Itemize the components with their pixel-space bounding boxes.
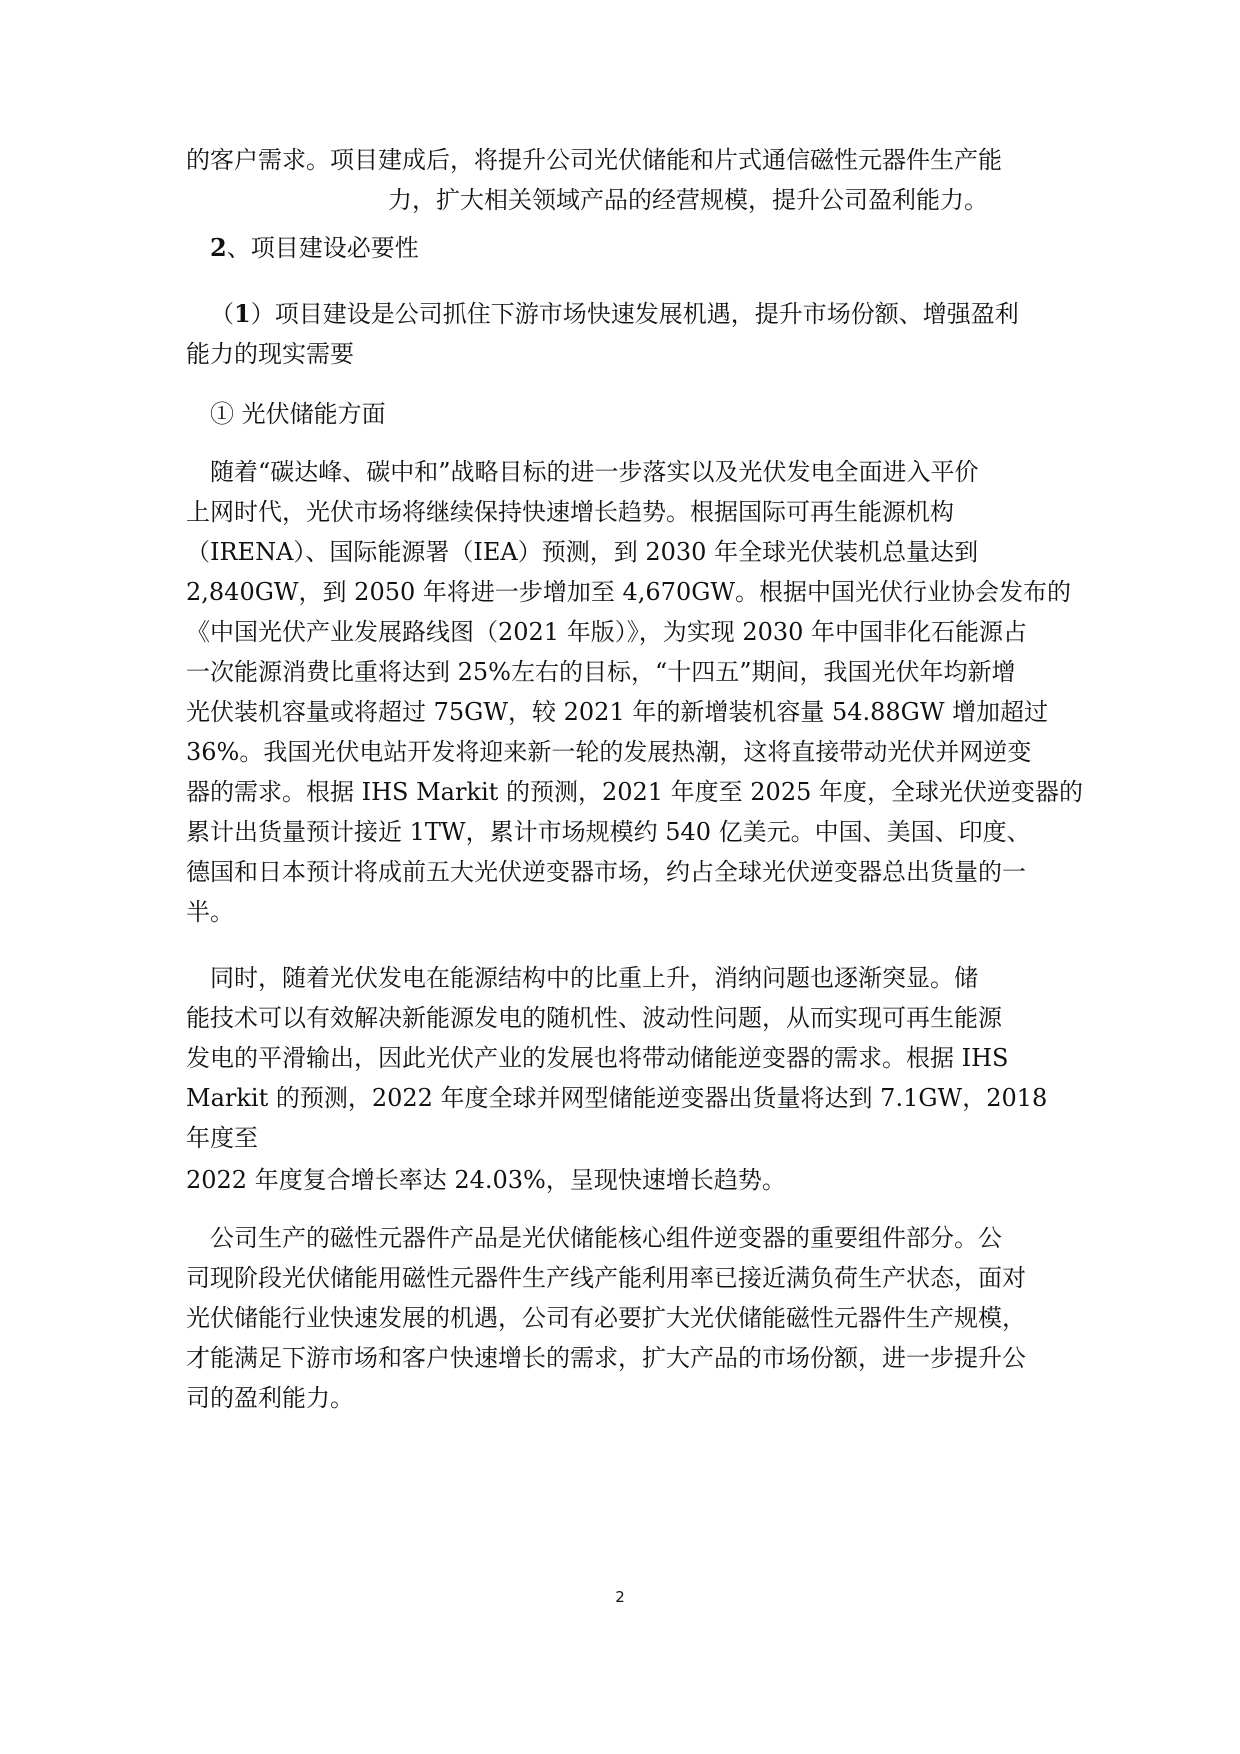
subsection-open-paren: （	[210, 300, 234, 328]
paragraph-1-line: 2,840GW，到 2050 年将进一步增加至 4,670GW。根据中国光伏行业协会发布的	[186, 578, 1072, 606]
paragraph-2-line: 2022 年度复合增长率达 24.03%，呈现快速增长趋势。	[186, 1166, 786, 1194]
paragraph-1-line: 半。	[186, 898, 234, 926]
page-number: 2	[615, 1588, 625, 1606]
subsection-heading-line-2: 能力的现实需要	[186, 340, 354, 368]
paragraph-3-line: 才能满足下游市场和客户快速增长的需求，扩大产品的市场份额，进一步提升公	[186, 1344, 1026, 1372]
intro-line-1: 的客户需求。项目建成后，将提升公司光伏储能和片式通信磁性元器件生产能	[186, 146, 1002, 174]
paragraph-1-line: 德国和日本预计将成前五大光伏逆变器市场，约占全球光伏逆变器总出货量的一	[186, 858, 1026, 886]
paragraph-2-line: 能技术可以有效解决新能源发电的随机性、波动性问题，从而实现可再生能源	[186, 1004, 1002, 1032]
paragraph-1-line: 光伏装机容量或将超过 75GW，较 2021 年的新增装机容量 54.88GW 增加超过	[186, 698, 1049, 726]
paragraph-1-line: 随着“碳达峰、碳中和”战略目标的进一步落实以及光伏发电全面进入平价	[210, 458, 979, 486]
section-title: 、项目建设必要性	[226, 234, 419, 262]
paragraph-2-line: 同时，随着光伏发电在能源结构中的比重上升，消纳问题也逐渐突显。储	[210, 964, 978, 992]
intro-line-2: 力，扩大相关领域产品的经营规模，提升公司盈利能力。	[388, 186, 988, 214]
paragraph-1-line: 《中国光伏产业发展路线图（2021 年版）》，为实现 2030 年中国非化石能源占	[186, 618, 1028, 646]
paragraph-2-line: 年度至	[186, 1124, 258, 1152]
paragraph-1-line: 器的需求。根据 IHS Markit 的预测，2021 年度至 2025 年度，全球光伏逆变器的	[186, 778, 1083, 806]
paragraph-1-line: （IRENA）、国际能源署（IEA）预测，到 2030 年全球光伏装机总量达到	[186, 538, 979, 566]
paragraph-1-line: 一次能源消费比重将达到 25%左右的目标，“十四五”期间，我国光伏年均新增	[186, 658, 1016, 686]
paragraph-2-line: Markit 的预测，2022 年度全球并网型储能逆变器出货量将达到 7.1GW，2018	[186, 1084, 1048, 1112]
paragraph-2-line: 发电的平滑输出，因此光伏产业的发展也将带动储能逆变器的需求。根据 IHS	[186, 1044, 1009, 1072]
section-number: 2	[210, 233, 227, 262]
paragraph-3-line: 光伏储能行业快速发展的机遇，公司有必要扩大光伏储能磁性元器件生产规模，	[186, 1304, 1026, 1332]
subsection-text: ）项目建设是公司抓住下游市场快速发展机遇，提升市场份额、增强盈利	[250, 300, 1019, 328]
paragraph-1-line: 上网时代，光伏市场将继续保持快速增长趋势。根据国际可再生能源机构	[186, 498, 954, 526]
paragraph-1-line: 累计出货量预计接近 1TW，累计市场规模约 540 亿美元。中国、美国、印度、	[186, 818, 1031, 846]
item-heading: ① 光伏储能方面	[210, 400, 386, 428]
subsection-heading-line-1	[210, 292, 1090, 336]
subsection-number: 1	[234, 299, 251, 328]
paragraph-3-line: 公司生产的磁性元器件产品是光伏储能核心组件逆变器的重要组件部分。公	[210, 1224, 1002, 1252]
paragraph-1-line: 36%。我国光伏电站开发将迎来新一轮的发展热潮，这将直接带动光伏并网逆变	[186, 738, 1032, 766]
paragraph-3-line: 司的盈利能力。	[186, 1384, 354, 1412]
section-heading	[210, 226, 1090, 270]
paragraph-3-line: 司现阶段光伏储能用磁性元器件生产线产能利用率已接近满负荷生产状态，面对	[186, 1264, 1026, 1292]
